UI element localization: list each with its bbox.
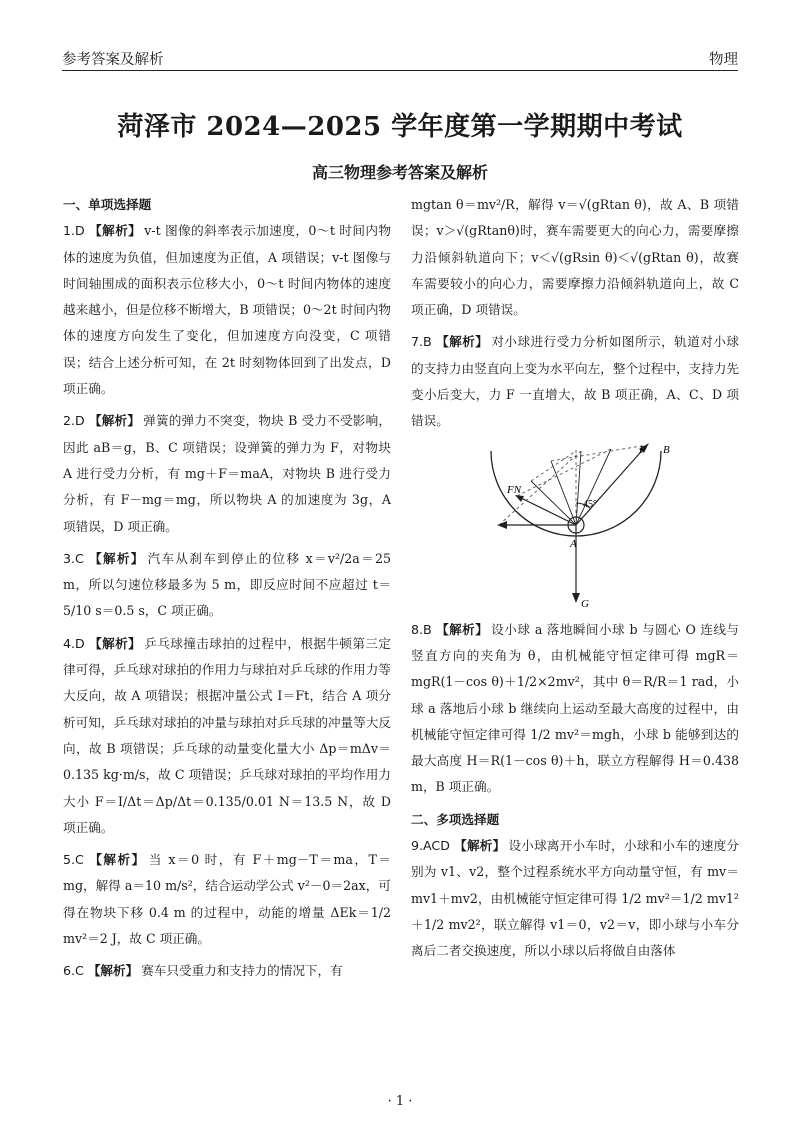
answer-number: 9.ACD <box>411 838 450 854</box>
force-vector-4 <box>576 449 611 525</box>
page-number: · 1 · <box>387 1094 413 1109</box>
answer-text: 弹簧的弹力不突变，物块 B 受力不受影响，因此 aB＝g，B、C 项错误；设弹簧的弹力为 F，对物块 A 进行受力分析，有 mg＋F＝maA，对物块 B 进行受力分析，有 F－mg＝mg，所以物块 A 的加速度为 3g，A 项错误，D 项正确。 <box>63 413 391 534</box>
answer-item <box>63 408 391 539</box>
answer-item-continued <box>411 192 739 323</box>
answer-text: 设小球 a 落地瞬间小球 b 与圆心 O 连线与竖直方向的夹角为 θ，由机械能守恒定律可得 mgR＝mgR(1－cos θ)＋1/2×2mv²，其中 θ＝R/R＝1 rad，小球 a 落地后小球 b 继续向上运动至最大高度的过程中，由机械能守恒定律可得 1/2 mv²＝mgh，小球 b 能够到达的最大高度 H＝R(1－cos θ)＋h，联立方程解得 H＝0.438 m，B 项正确。 <box>411 621 739 795</box>
answer-number: 8.B <box>411 621 432 637</box>
page-header <box>62 44 738 71</box>
answer-text: 汽车从刹车到停止的位移 x＝v²/2a＝25 m，所以匀速位移最多为 5 m，即反应时间不应超过 t＝5/10 s＝0.5 s，C 项正确。 <box>63 550 392 619</box>
answer-number: 7.B <box>411 334 432 350</box>
answer-item <box>63 631 391 841</box>
answer-item <box>63 546 391 625</box>
answer-item <box>411 329 739 434</box>
answer-number: 1.D <box>63 223 85 239</box>
answer-number: 6.C <box>63 963 84 979</box>
label-G: G <box>581 597 589 610</box>
header-subject: 物理 <box>709 52 738 68</box>
answer-text: v-t 图像的斜率表示加速度，0～t 时间内物体的速度为负值，但加速度为正值，A 项错误；v-t 图像与时间轴围成的面积表示位移大小，0～t 时间内物体的速度越来越小，但是位移不断增大，B 项错误；0～2t 时间内物体的速度方向发生了变化，但加速度方向没变，C 项错误；结合上述分析可知，在 2t 时刻物体回到了出发点，D 项正确。 <box>63 223 392 397</box>
answer-number: 5.C <box>63 852 84 868</box>
analysis-tag: 【解析】 <box>89 223 142 239</box>
analysis-tag: 【解析】 <box>436 621 489 637</box>
page-title: 菏泽市 2024—2025 学年度第一学期期中考试 <box>117 112 683 142</box>
answer-number: 4.D <box>63 635 85 651</box>
force-F-arrow <box>576 445 647 525</box>
force-vector-2 <box>551 461 576 525</box>
section-heading-single: 一、单项选择题 <box>63 197 152 212</box>
answer-text: 赛车只受重力和支持力的情况下，有 <box>141 963 343 979</box>
answer-item <box>63 958 391 984</box>
label-B: B <box>663 443 670 456</box>
analysis-tag: 【解析】 <box>89 852 146 868</box>
answer-text: 当 x＝0 时，有 F＋mg－T＝ma，T＝mg，解得 a＝10 m/s²，结合运动学公式 v²－0＝2ax，可得在物块下移 0.4 m 的过程中，动能的增量 ΔEk＝1/2 mv²＝2 J，故 C 项正确。 <box>63 852 391 947</box>
normal-force-arrowhead <box>515 495 524 502</box>
dashed-line-1 <box>531 451 576 481</box>
force-vector-3 <box>576 451 581 525</box>
header-left: 参考答案及解析 <box>62 52 164 68</box>
analysis-tag: 【解析】 <box>436 334 489 350</box>
dashed-line-2 <box>551 445 647 461</box>
analysis-tag: 【解析】 <box>89 550 145 566</box>
answer-number: 2.D <box>63 413 85 429</box>
answer-item <box>411 617 739 801</box>
page-subtitle: 高三物理参考答案及解析 <box>311 163 488 182</box>
answer-text: 乒乓球撞击球拍的过程中，根据牛顿第三定律可得，乒乓球对球拍的作用力与球拍对乒乓球的作用力等大反向，故 A 项错误；根据冲量公式 I＝Ft，结合 A 项分析可知，乒乓球对球拍的冲量与球拍对乒乓球的冲量等大反向，故 B 项错误；乒乓球的动量变化量大小 Δp＝mΔv＝0.135 kg·m/s，故 C 项错误；乒乓球对球拍的平均作用力大小 F＝I/Δt＝Δp/Δt＝0.135/0.01 N＝13.5 N，故 D 项正确。 <box>63 635 391 835</box>
answer-item <box>63 847 391 952</box>
label-angle: 45° <box>583 498 597 510</box>
analysis-tag: 【解析】 <box>454 838 506 854</box>
left-column <box>63 192 391 991</box>
gravity-arrowhead <box>572 593 580 603</box>
analysis-tag: 【解析】 <box>89 635 142 651</box>
right-column <box>411 192 739 971</box>
answer-item <box>411 833 739 964</box>
label-A: A <box>570 537 577 550</box>
answer-number: 3.C <box>63 550 84 566</box>
horizontal-normal-arrowhead <box>497 521 507 529</box>
label-F: F <box>639 443 646 456</box>
label-FN: FN <box>507 483 522 496</box>
dashed-line-3 <box>517 449 611 496</box>
answer-item <box>63 218 391 402</box>
answer-text: 对小球进行受力分析如图所示，轨道对小球的支持力由竖直向上变为水平向左，整个过程中，支持力先变小后变大，力 F 一直增大，故 B 项正确，A、C、D 项错误。 <box>411 334 739 429</box>
section-heading-multiple: 二、多项选择题 <box>411 811 500 827</box>
force-vector-1 <box>531 481 576 525</box>
analysis-tag: 【解析】 <box>87 963 139 979</box>
answer-text: mgtan θ＝mv²/R，解得 v＝√(gRtan θ)，故 A、B 项错误；v＞√(gRtanθ)时，赛车需要更大的向心力，需要摩擦力沿倾斜轨道向下；v＜√(gRsin θ)＜√(gRtan θ)，故赛车需要较小的向心力，需要摩擦力沿倾斜轨道向上，故 C 项正确，D 项错误。 <box>411 197 739 318</box>
analysis-tag: 【解析】 <box>88 413 141 429</box>
answer-text: 设小球离开小车时，小球和小车的速度分别为 v1、v2，整个过程系统水平方向动量守恒，有 mv＝mv1＋mv2，由机械能守恒定律可得 1/2 mv²＝1/2 mv1²＋1/2 mv2²，联立解得 v1＝0，v2＝v，即小球与小车分离后二者交换速度，所以小球以后将做自由落体 <box>411 838 740 959</box>
force-diagram <box>471 441 681 611</box>
